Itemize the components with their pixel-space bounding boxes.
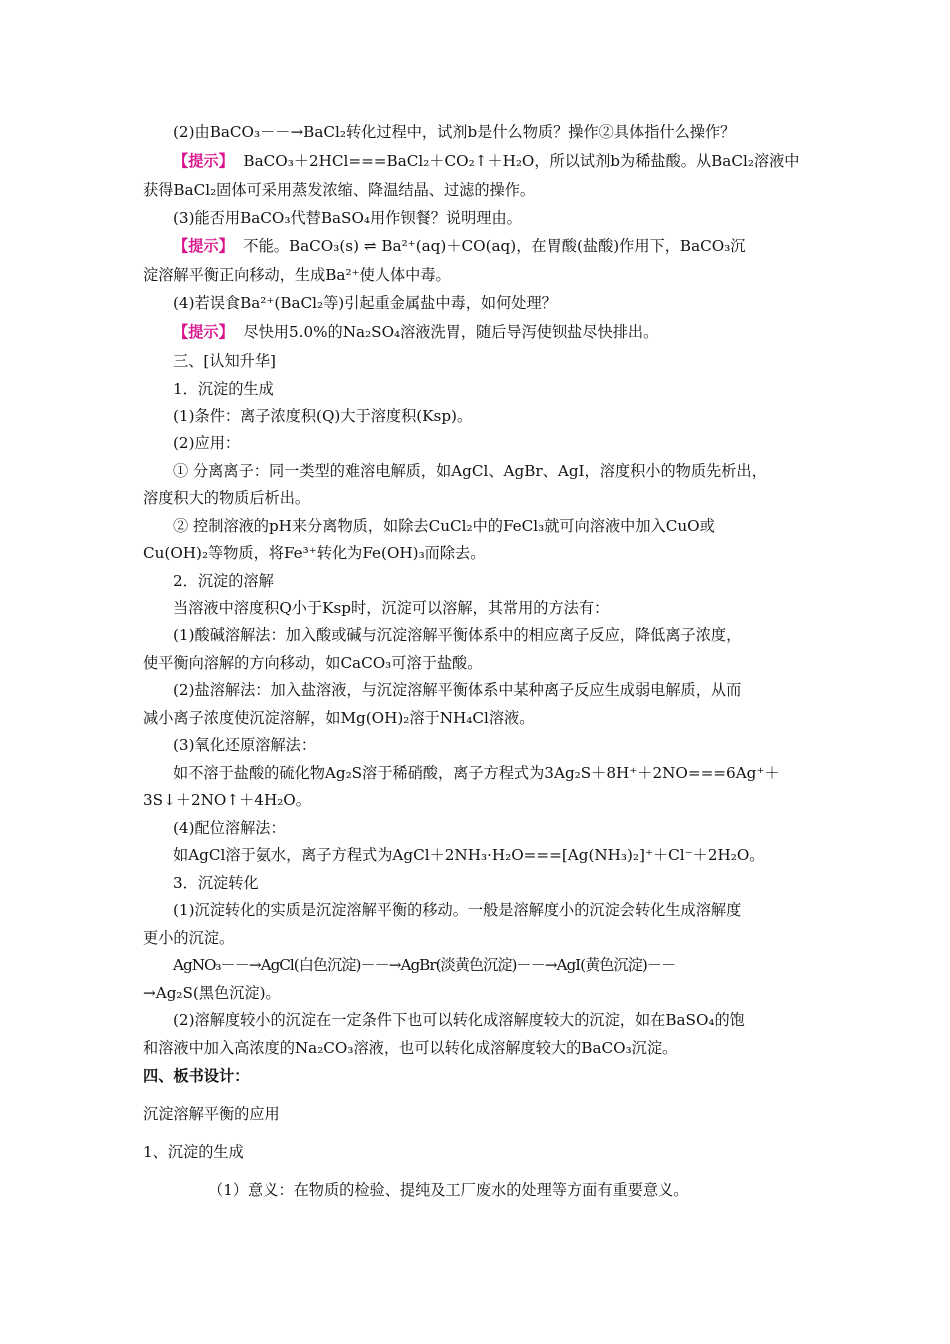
- subsection-1-item-2: (2)应用：: [173, 434, 241, 452]
- section-3-heading: 三、[认知升华]: [173, 352, 276, 370]
- application-1-line-2: 溶度积大的物质后析出。: [143, 489, 311, 507]
- answer-4-text: 尽快用5.0%的Na₂SO₄溶液洗胃，随后导泻使钡盐尽快排出。: [243, 323, 659, 341]
- conversion-1-line-1: (1)沉淀转化的实质是沉淀溶解平衡的移动。一般是溶解度小的沉淀会转化生成溶解度: [173, 901, 742, 919]
- question-2: (2)由BaCO₃－－→BaCl₂转化过程中，试剂b是什么物质？操作②具体指什么操作？: [173, 123, 736, 141]
- conversion-1-line-2: 更小的沉淀。: [143, 929, 235, 947]
- redox-method-line-2: 3S↓＋2NO↑＋4H₂O。: [143, 791, 311, 809]
- question-4: (4)若误食Ba²⁺(BaCl₂等)引起重金属盐中毒，如何处理？: [173, 294, 557, 312]
- complex-method-title: (4)配位溶解法：: [173, 819, 286, 837]
- application-1-line-1: ① 分离离子：同一类型的难溶电解质，如AgCl、AgBr、AgI，溶度积小的物质先析出，: [173, 462, 767, 480]
- conversion-chain-line-2: →Ag₂S(黑色沉淀)。: [143, 984, 281, 1002]
- subsection-2-intro: 当溶液中溶度积Q小于Ksp时，沉淀可以溶解，其常用的方法有：: [173, 599, 610, 617]
- salt-method-line-2: 减小离子浓度使沉淀溶解，如Mg(OH)₂溶于NH₄Cl溶液。: [143, 709, 535, 727]
- section-4-heading: 四、板书设计：: [143, 1067, 250, 1085]
- board-title: 沉淀溶解平衡的应用: [143, 1105, 280, 1123]
- acid-base-method-line-1: (1)酸碱溶解法：加入酸或碱与沉淀溶解平衡体系中的相应离子反应，降低离子浓度，: [173, 626, 742, 644]
- salt-method-line-1: (2)盐溶解法：加入盐溶液，与沉淀溶解平衡体系中某种离子反应生成弱电解质，从而: [173, 681, 742, 699]
- conversion-2-line-1: (2)溶解度较小的沉淀在一定条件下也可以转化成溶解度较大的沉淀，如在BaSO₄的饱: [173, 1011, 745, 1029]
- conversion-chain-line-1: AgNO₃－－→AgCl(白色沉淀)－－→AgBr(淡黄色沉淀)－－→AgI(黄色沉淀)－－: [173, 956, 676, 974]
- answer-4-line: [173, 322, 658, 342]
- hint-label: 【提示】: [173, 323, 234, 341]
- subsection-1-item-1: (1)条件：离子浓度积(Q)大于溶度积(Ksp)。: [173, 407, 473, 425]
- answer-3-text-1: 不能。BaCO₃(s) ⇌ Ba²⁺(aq)＋CO(aq)，在胃酸(盐酸)作用下，BaCO₃沉: [243, 237, 746, 255]
- hint-label: 【提示】: [173, 152, 234, 170]
- answer-3-line-2: 淀溶解平衡正向移动，生成Ba²⁺使人体中毒。: [143, 266, 451, 284]
- answer-2-line-1: [173, 151, 800, 171]
- subsection-3-title: 3．沉淀转化: [173, 874, 259, 892]
- answer-2-text-1: BaCO₃＋2HCl===BaCl₂＋CO₂↑＋H₂O，所以试剂b为稀盐酸。从BaCl₂溶液中: [243, 152, 800, 170]
- answer-2-line-2: 获得BaCl₂固体可采用蒸发浓缩、降温结晶、过滤的操作。: [143, 181, 536, 199]
- subsection-2-title: 2．沉淀的溶解: [173, 572, 274, 590]
- question-3: (3)能否用BaCO₃代替BaSO₄用作钡餐？说明理由。: [173, 209, 522, 227]
- redox-method-title: (3)氧化还原溶解法：: [173, 736, 317, 754]
- hint-label: 【提示】: [173, 237, 234, 255]
- board-item-1-1: （1）意义：在物质的检验、提纯及工厂废水的处理等方面有重要意义。: [208, 1181, 689, 1199]
- conversion-2-line-2: 和溶液中加入高浓度的Na₂CO₃溶液，也可以转化成溶解度较大的BaCO₃沉淀。: [143, 1039, 678, 1057]
- acid-base-method-line-2: 使平衡向溶解的方向移动，如CaCO₃可溶于盐酸。: [143, 654, 483, 672]
- application-2-line-2: Cu(OH)₂等物质，将Fe³⁺转化为Fe(OH)₃而除去。: [143, 544, 486, 562]
- redox-method-line-1: 如不溶于盐酸的硫化物Ag₂S溶于稀硝酸，离子方程式为3Ag₂S＋8H⁺＋2NO===6Ag⁺＋: [173, 764, 780, 782]
- subsection-1-title: 1．沉淀的生成: [173, 380, 274, 398]
- answer-3-line-1: [173, 236, 746, 256]
- complex-method-line: 如AgCl溶于氨水，离子方程式为AgCl＋2NH₃·H₂O===[Ag(NH₃)₂]⁺＋Cl⁻＋2H₂O。: [173, 846, 765, 864]
- board-item-1: 1、沉淀的生成: [143, 1143, 244, 1161]
- application-2-line-1: ② 控制溶液的pH来分离物质，如除去CuCl₂中的FeCl₃就可向溶液中加入CuO或: [173, 517, 715, 535]
